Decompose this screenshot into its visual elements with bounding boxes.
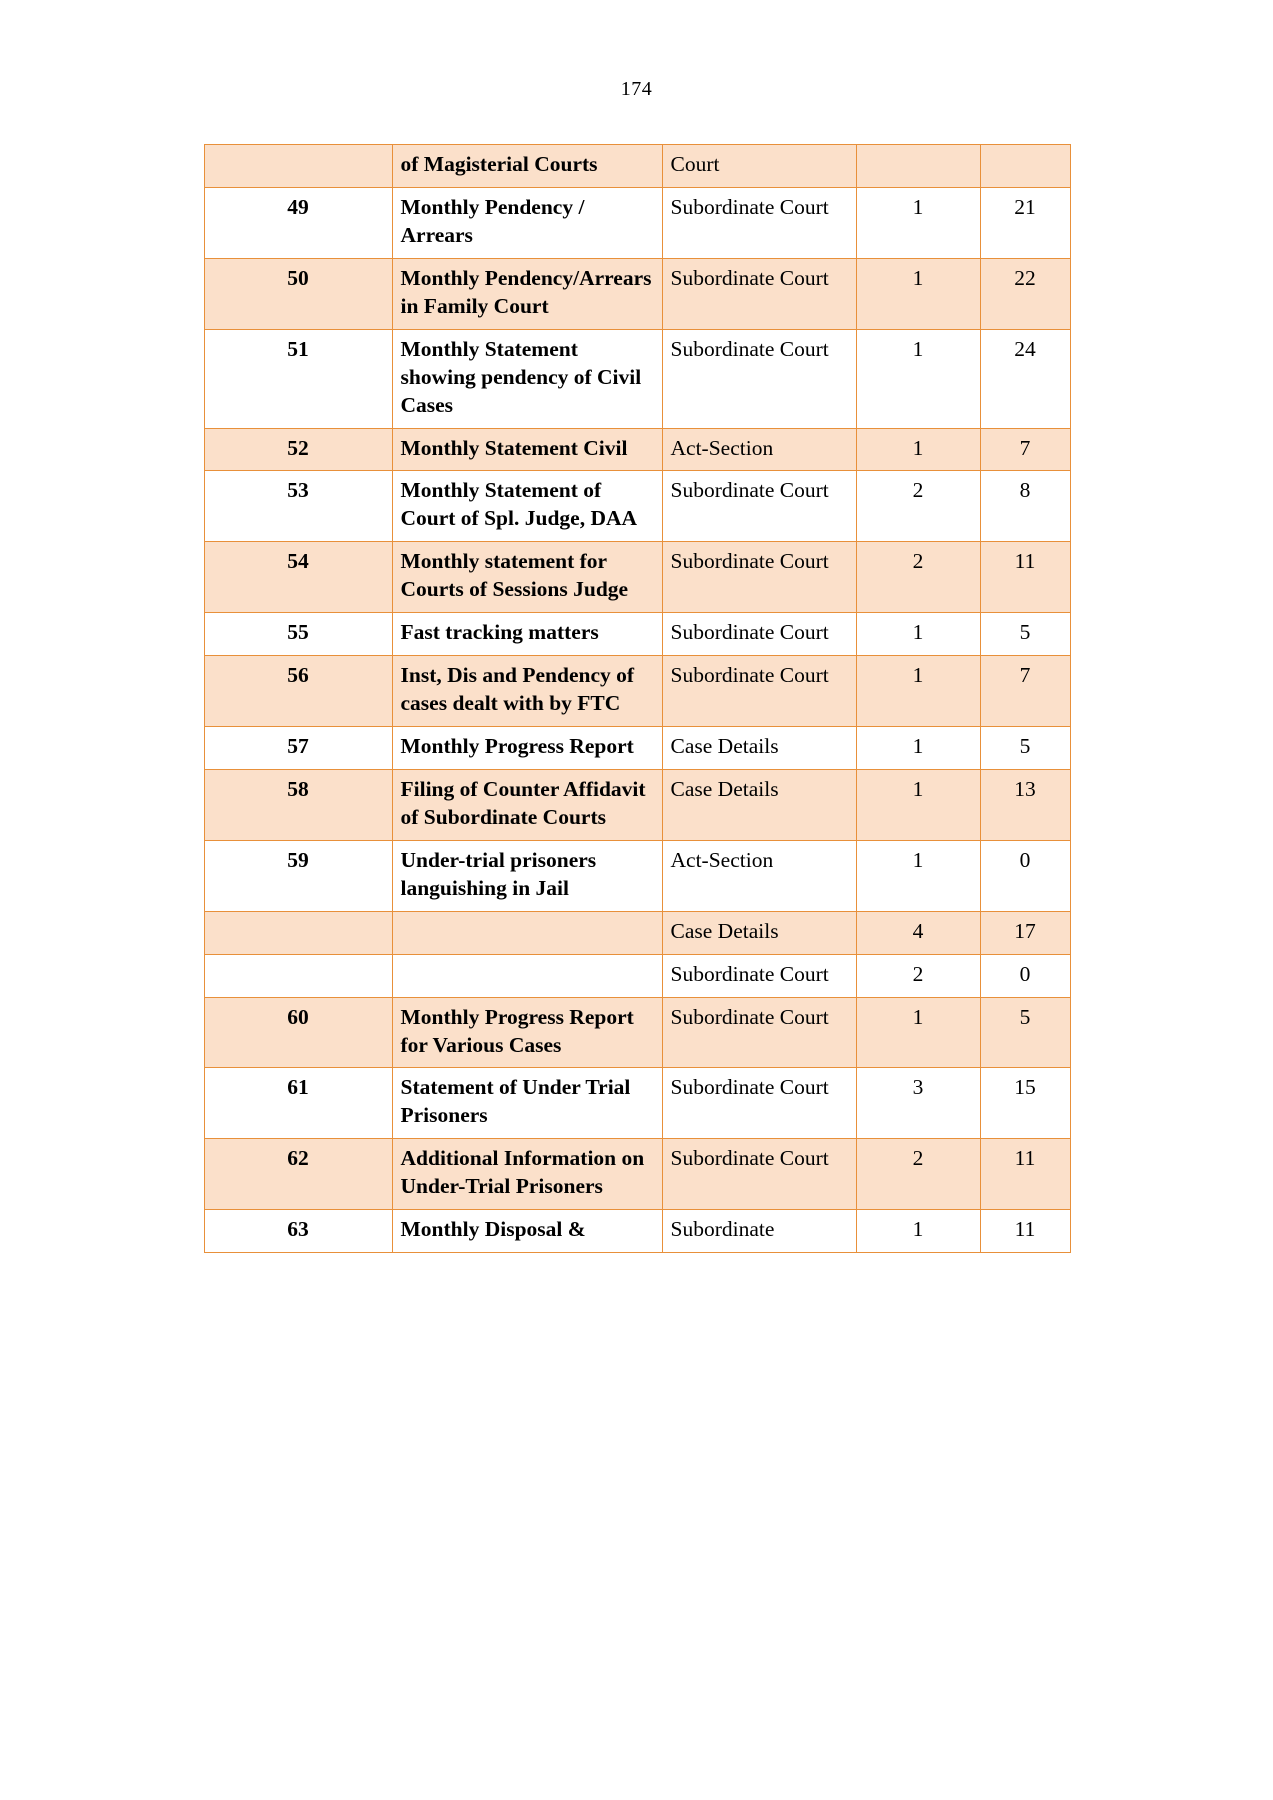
cell-name: [392, 911, 662, 954]
cell-name: Monthly Statement Civil: [392, 428, 662, 471]
table-row: [204, 1210, 1070, 1253]
cell-name: Monthly statement for Courts of Sessions Judge: [392, 542, 662, 613]
cell-num1: 1: [856, 997, 980, 1068]
table-row: [204, 613, 1070, 656]
cell-sno: 63: [204, 1210, 392, 1253]
cell-type: Case Details: [662, 911, 856, 954]
cell-name: Fast tracking matters: [392, 613, 662, 656]
cell-type: Act-Section: [662, 428, 856, 471]
cell-num2: 8: [980, 471, 1070, 542]
cell-type: Subordinate Court: [662, 471, 856, 542]
table-row: [204, 727, 1070, 770]
cell-sno: 51: [204, 329, 392, 428]
reports-table: [204, 144, 1071, 1253]
cell-num1: 3: [856, 1068, 980, 1139]
cell-sno: 52: [204, 428, 392, 471]
table-row: [204, 1068, 1070, 1139]
table-row: [204, 329, 1070, 428]
cell-name: Inst, Dis and Pendency of cases dealt with by FTC: [392, 656, 662, 727]
cell-num1: 1: [856, 656, 980, 727]
cell-name: Filing of Counter Affidavit of Subordinate Courts: [392, 769, 662, 840]
cell-num1: 2: [856, 954, 980, 997]
cell-name: Monthly Progress Report: [392, 727, 662, 770]
cell-num2: 21: [980, 187, 1070, 258]
table-row: [204, 428, 1070, 471]
cell-sno: 49: [204, 187, 392, 258]
cell-num2: 5: [980, 727, 1070, 770]
cell-type: Case Details: [662, 769, 856, 840]
cell-name: of Magisterial Courts: [392, 145, 662, 188]
cell-name: Additional Information on Under-Trial Prisoners: [392, 1139, 662, 1210]
cell-num2: 7: [980, 428, 1070, 471]
cell-name: Statement of Under Trial Prisoners: [392, 1068, 662, 1139]
cell-num2: [980, 145, 1070, 188]
cell-num2: 5: [980, 613, 1070, 656]
cell-num1: [856, 145, 980, 188]
table-row: [204, 769, 1070, 840]
cell-num2: 17: [980, 911, 1070, 954]
cell-name: Monthly Progress Report for Various Cases: [392, 997, 662, 1068]
cell-sno: [204, 954, 392, 997]
cell-num1: 2: [856, 471, 980, 542]
cell-num1: 1: [856, 187, 980, 258]
table-row: [204, 471, 1070, 542]
cell-type: Case Details: [662, 727, 856, 770]
cell-num1: 1: [856, 840, 980, 911]
cell-sno: 62: [204, 1139, 392, 1210]
cell-num2: 7: [980, 656, 1070, 727]
cell-num1: 1: [856, 329, 980, 428]
cell-name: Under-trial prisoners languishing in Jail: [392, 840, 662, 911]
cell-num2: 11: [980, 542, 1070, 613]
table-row: [204, 656, 1070, 727]
table-row: [204, 258, 1070, 329]
cell-type: Subordinate Court: [662, 542, 856, 613]
cell-num2: 24: [980, 329, 1070, 428]
cell-name: Monthly Pendency / Arrears: [392, 187, 662, 258]
cell-type: Subordinate Court: [662, 1139, 856, 1210]
cell-num1: 1: [856, 1210, 980, 1253]
cell-num1: 4: [856, 911, 980, 954]
cell-name: Monthly Pendency/Arrears in Family Court: [392, 258, 662, 329]
cell-type: Court: [662, 145, 856, 188]
cell-num1: 2: [856, 542, 980, 613]
cell-sno: 55: [204, 613, 392, 656]
cell-sno: 59: [204, 840, 392, 911]
cell-sno: [204, 145, 392, 188]
cell-name: [392, 954, 662, 997]
cell-type: Subordinate Court: [662, 258, 856, 329]
cell-sno: 57: [204, 727, 392, 770]
cell-sno: 50: [204, 258, 392, 329]
cell-num1: 2: [856, 1139, 980, 1210]
cell-num1: 1: [856, 727, 980, 770]
cell-sno: 61: [204, 1068, 392, 1139]
cell-num2: 5: [980, 997, 1070, 1068]
cell-name: Monthly Statement showing pendency of Civil Cases: [392, 329, 662, 428]
page-number: 174: [620, 78, 653, 100]
table-row: [204, 954, 1070, 997]
cell-sno: 53: [204, 471, 392, 542]
cell-type: Subordinate Court: [662, 954, 856, 997]
table-row: [204, 840, 1070, 911]
cell-type: Subordinate Court: [662, 997, 856, 1068]
cell-num2: 11: [980, 1139, 1070, 1210]
table-container: [204, 144, 1070, 1253]
cell-type: Subordinate Court: [662, 656, 856, 727]
table-row: [204, 997, 1070, 1068]
cell-num1: 1: [856, 258, 980, 329]
cell-num2: 22: [980, 258, 1070, 329]
cell-type: Subordinate: [662, 1210, 856, 1253]
table-row: [204, 911, 1070, 954]
cell-num1: 1: [856, 769, 980, 840]
cell-sno: [204, 911, 392, 954]
cell-name: Monthly Statement of Court of Spl. Judge, DAA: [392, 471, 662, 542]
table-body: [204, 145, 1070, 1253]
cell-type: Subordinate Court: [662, 613, 856, 656]
cell-sno: 54: [204, 542, 392, 613]
cell-num2: 11: [980, 1210, 1070, 1253]
cell-num1: 1: [856, 428, 980, 471]
table-row: [204, 1139, 1070, 1210]
cell-num2: 15: [980, 1068, 1070, 1139]
table-row: [204, 145, 1070, 188]
cell-type: Act-Section: [662, 840, 856, 911]
cell-num2: 0: [980, 840, 1070, 911]
cell-name: Monthly Disposal &: [392, 1210, 662, 1253]
cell-num1: 1: [856, 613, 980, 656]
cell-type: Subordinate Court: [662, 329, 856, 428]
cell-sno: 60: [204, 997, 392, 1068]
cell-num2: 13: [980, 769, 1070, 840]
cell-sno: 56: [204, 656, 392, 727]
cell-type: Subordinate Court: [662, 187, 856, 258]
table-row: [204, 187, 1070, 258]
cell-type: Subordinate Court: [662, 1068, 856, 1139]
cell-num2: 0: [980, 954, 1070, 997]
table-row: [204, 542, 1070, 613]
cell-sno: 58: [204, 769, 392, 840]
